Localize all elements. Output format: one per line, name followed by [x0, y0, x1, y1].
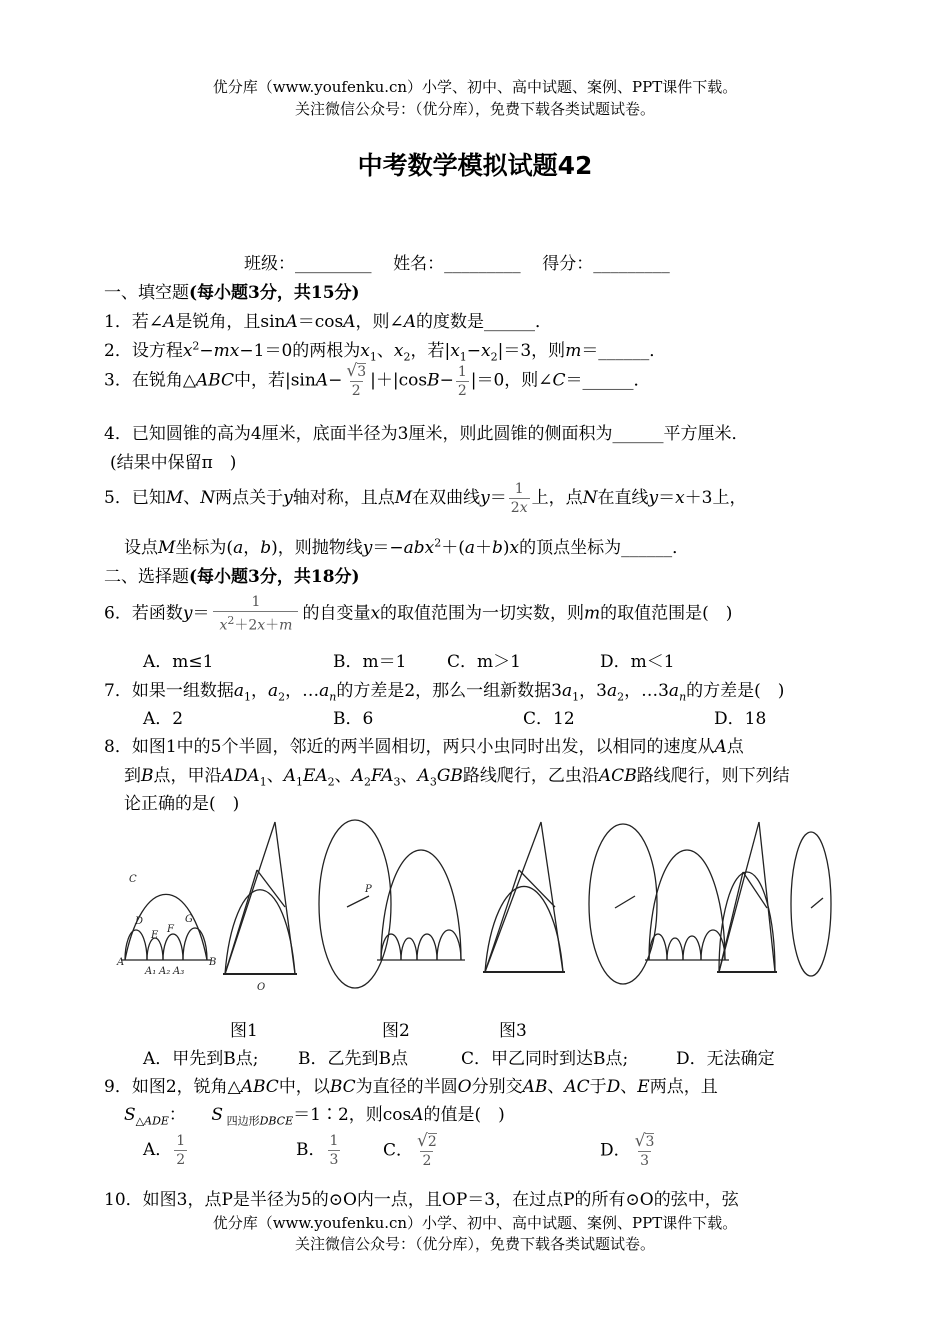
fraction-sqrt3-over-2: √ 3 2	[346, 361, 367, 399]
q7-option-c: C．12	[523, 709, 575, 729]
question-1: 1．若∠A是锐角，且sinA＝cosA，则∠A的度数是______．	[104, 312, 553, 332]
label-A: A	[117, 957, 125, 968]
question-2: 2．设方程$x^2-mx-1=0$的两根为$x_1$、$x_2$，若$|x_1-x_2|=3$，则m＝______．	[104, 339, 667, 364]
question-6: 6．若函数y＝ $\frac{1}{x^2+2x+m}$ 的自变量x的取值范围为一切实数，则m的取值范围是( )	[104, 594, 733, 634]
caption-figure-2: 图2	[382, 1021, 410, 1041]
footer-line-2: 关注微信公众号：（优分库），免费下载各类试题试卷。	[294, 1235, 655, 1253]
q8-option-a: A．甲先到B点;	[143, 1049, 259, 1069]
footer-line-1: 优分库（www.youfenku.cn）小学、初中、高中试题、案例、PPT课件下载。	[212, 1214, 738, 1232]
label-A1: A₁	[145, 966, 157, 977]
question-7: 7．如果一组数据$a_1$，$a_2$，$\dots a_n$的方差是2，那么一组新数据$3a_1$，$3a_2$，$\dots 3a_n$的方差是( )	[104, 681, 785, 704]
class-blank: _________	[295, 254, 372, 274]
q7-option-b: B．6	[333, 709, 374, 729]
label-D: D	[135, 916, 144, 927]
label-O: O	[257, 982, 266, 993]
header-line-2: 关注微信公众号：（优分库），免费下载各类试题试卷。	[294, 100, 655, 118]
q8-option-b: B．乙先到B点	[298, 1049, 408, 1069]
q6-option-a: A．m≤1	[143, 652, 214, 672]
q6-option-d: D．m＜1	[600, 652, 675, 672]
score-blank: _________	[593, 254, 670, 274]
label-C: C	[129, 874, 137, 885]
question-5: 5．已知M、N两点关于y轴对称，且点M在双曲线y＝ $\frac{1}{2x}$ 上，点N在直线y＝x＋3上，	[104, 481, 747, 516]
q7-option-a: A．2	[143, 709, 184, 729]
score-label: 得分：	[542, 254, 594, 274]
q9-option-c: C． √ 2 2	[383, 1131, 437, 1169]
q6-option-b: B．m＝1	[333, 652, 407, 672]
header-line-1: 优分库（www.youfenku.cn）小学、初中、高中试题、案例、PPT课件下载。	[212, 78, 738, 96]
q9-option-a: A． $\frac{1}{2}$	[143, 1133, 186, 1168]
fraction-sqrt2-2: √ 2 2	[417, 1131, 437, 1169]
caption-figure-1: 图1	[230, 1021, 258, 1041]
label-B: B	[209, 957, 217, 968]
question-4: 4．已知圆锥的高为4厘米，底面半径为3厘米，则此圆锥的侧面积为______平方厘米．	[104, 424, 749, 444]
question-9: 9．如图2，锐角△ABC中，以BC为直径的半圆O分别交AB、AC于D、E两点，且	[104, 1077, 718, 1097]
label-P: P	[365, 884, 372, 895]
label-A2: A₂	[159, 966, 171, 977]
q9-option-d: D． √ 3 3	[600, 1131, 655, 1169]
figure-3-circle	[319, 820, 391, 988]
question-5-line-2: 设点M坐标为(a，b)，则抛物线y＝−abx$^2$＋(a＋b)x的顶点坐标为______．	[124, 536, 690, 558]
fraction-1-3: $\frac{1}{3}$	[329, 1133, 339, 1168]
fraction-sqrt3-3: √ 3 3	[634, 1131, 655, 1169]
section-2-heading: 二、选择题(每小题3分，共18分)	[104, 567, 360, 587]
figures-strip	[115, 812, 835, 1002]
label-E: E	[151, 930, 159, 941]
fraction-1-2: $\frac{1}{2}$	[176, 1133, 186, 1168]
question-8-line-2: 到B点，甲沿$ADA_1$、$A_1EA_2$、$A_2FA_3$、$A_3GB$路线爬行，乙虫沿ACB路线爬行，则下列结	[124, 766, 790, 789]
name-label: 姓名：	[393, 254, 445, 274]
question-3: 3．在锐角△ABC中，若|sinA− √ 3 2 |＋|cosB− $\frac{1}{2}$ |＝0，则∠C＝______．	[104, 361, 651, 399]
name-blank: _________	[444, 254, 521, 274]
fraction-1-over-2: $\frac{1}{2}$	[457, 363, 467, 399]
question-4-note: (结果中保留π )	[110, 453, 237, 473]
page-title: 中考数学模拟试题42	[357, 151, 593, 180]
question-10: 10．如图3，点P是半径为5的⊙O内一点，且OP＝3，在过点P的所有⊙O的弦中，弦	[104, 1190, 739, 1210]
question-8-line-3: 论正确的是( )	[124, 794, 240, 814]
fraction-1-over-2x: $\frac{1}{2x}$	[510, 481, 528, 516]
figure-2-triangle	[223, 822, 297, 974]
info-line	[244, 249, 670, 274]
fraction-function: $\frac{1}{x^2+2x+m}$	[213, 593, 298, 635]
label-G: G	[185, 914, 193, 925]
question-8: 8．如图1中的5个半圆，邻近的两半圆相切，两只小虫同时出发，以相同的速度从A点	[104, 737, 744, 757]
q7-option-d: D．18	[714, 709, 767, 729]
q9-option-b: B． $\frac{1}{3}$	[296, 1133, 339, 1168]
q8-option-c: C．甲乙同时到达B点;	[461, 1049, 629, 1069]
label-F: F	[167, 924, 174, 935]
figure-1-semicircles	[121, 894, 211, 960]
q6-option-c: C．m＞1	[447, 652, 521, 672]
label-A3: A₃	[173, 966, 185, 977]
q8-option-d: D．无法确定	[676, 1049, 775, 1069]
figure-letters	[116, 874, 372, 993]
section-1-heading: 一、填空题(每小题3分，共15分)	[104, 283, 360, 303]
question-9-line-2: $S_{\triangle ADE}$： S $_{四边形DBCE}$＝1∶2，则cosA的值是( )	[124, 1105, 505, 1128]
caption-figure-3: 图3	[499, 1021, 527, 1041]
class-label: 班级：	[244, 254, 295, 274]
